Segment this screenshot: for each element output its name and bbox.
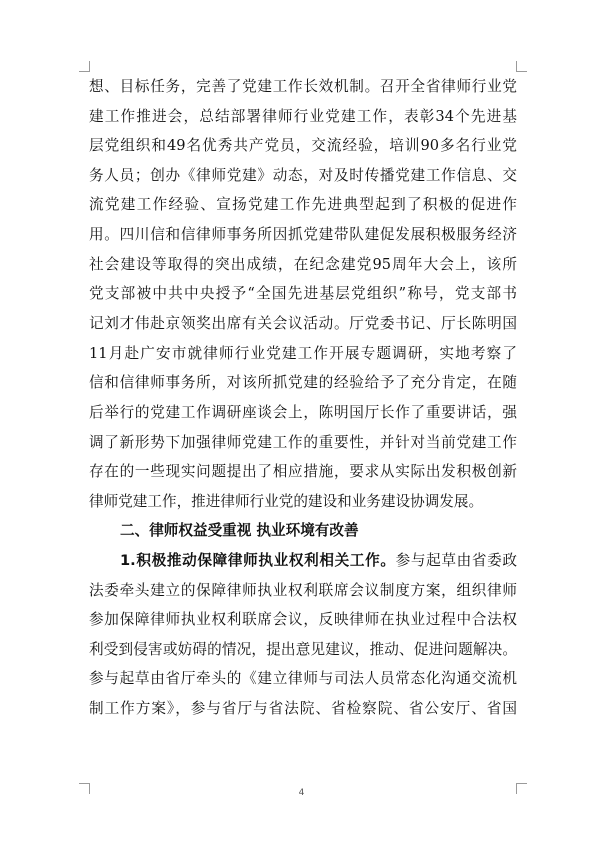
body-text-line: 11月赴广安市就律师行业党建工作开展专题调研，实地考察了 [89, 345, 517, 362]
body-text-line: 制工作方案》，参与省厅与省法院、省检察院、省公安厅、省国 [89, 700, 517, 717]
section-heading: 二、律师权益受重视 执业环境有改善 [120, 522, 359, 539]
body-text-line: 信和信律师事务所，对该所抓党建的经验给予了充分肯定，在随 [89, 374, 517, 391]
body-text-line: 调了新形势下加强律师党建工作的重要性，并针对当前党建工作 [89, 434, 517, 451]
item-bold-lead: 1.积极推动保障律师执业权利相关工作。 [120, 552, 396, 569]
body-text-line: 想、目标任务，完善了党建工作长效机制。召开全省律师行业党 [89, 78, 517, 95]
body-text-line: 建工作推进会，总结部署律师行业党建工作，表彰34个先进基 [89, 108, 517, 125]
body-text-line: 层党组织和49名优秀共产党员，交流经验，培训90多名行业党 [89, 137, 517, 154]
body-text-line: 党支部被中共中央授予“全国先进基层党组织”称号，党支部书 [89, 285, 517, 302]
body-text-line: 参与起草由省厅牵头的《建立律师与司法人员常态化沟通交流机 [89, 670, 517, 687]
body-text-line: 记刘才伟赴京领奖出席有关会议活动。厅党委书记、厅长陈明国 [89, 315, 517, 332]
crop-mark-top-left [79, 61, 90, 72]
body-text-line: 务人员；创办《律师党建》动态，对及时传播党建工作信息、交 [89, 167, 517, 184]
body-text-line: 社会建设等取得的突出成绩，在纪念建党95周年大会上，该所 [89, 256, 517, 273]
body-text-line: 参加保障律师执业权利联席会议，反映律师在执业过程中合法权 [89, 611, 517, 628]
body-text-line: 利受到侵害或妨碍的情况，提出意见建议，推动、促进问题解决。 [89, 641, 517, 658]
body-text-line: 法委牵头建立的保障律师执业权利联席会议制度方案，组织律师 [89, 582, 517, 599]
body-text-line: 律师党建工作，推进律师行业党的建设和业务建设协调发展。 [89, 493, 484, 510]
page-number: 4 [298, 788, 305, 798]
body-text-line: 用。四川信和信律师事务所因抓党建带队建促发展积极服务经济 [89, 226, 517, 243]
item-first-line [120, 550, 517, 572]
body-text-line: 后举行的党建工作调研座谈会上，陈明国厅长作了重要讲话，强 [89, 404, 517, 421]
body-text-line: 存在的一些现实问题提出了相应措施，要求从实际出发积极创新 [89, 463, 517, 480]
body-text-line: 流党建工作经验、宣扬党建工作先进典型起到了积极的促进作 [89, 196, 517, 213]
crop-mark-top-right [516, 61, 527, 72]
item-first-line-rest: 参与起草由省委政 [395, 552, 517, 569]
